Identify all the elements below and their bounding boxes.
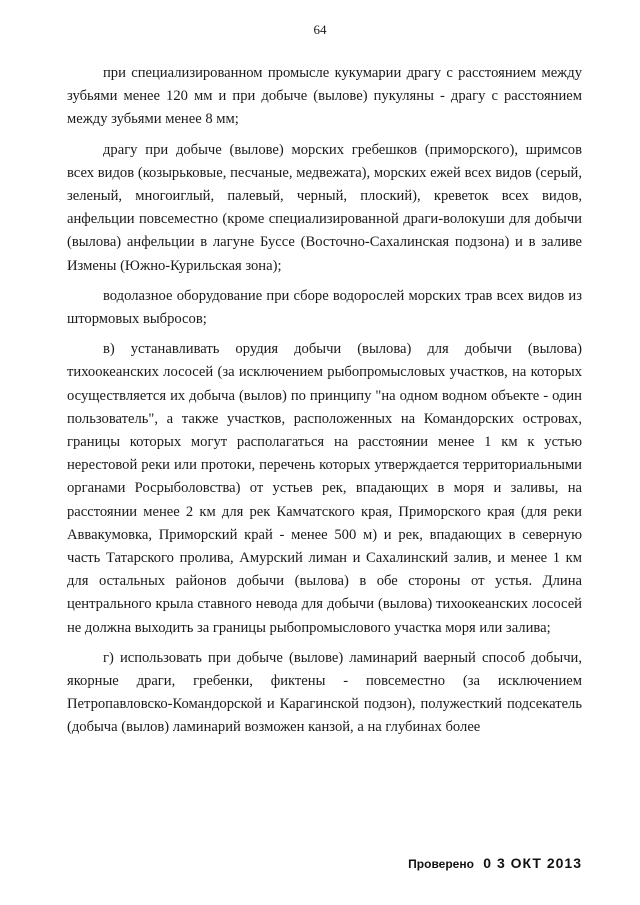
verification-stamp [408, 855, 582, 871]
page-number: 64 [313, 22, 327, 37]
stamp-date: 0 3 ОКТ 2013 [483, 855, 582, 871]
body-text [67, 62, 582, 747]
checked-label: Проверено [408, 857, 474, 871]
paragraph: при специализированном промысле кукумарии драгу с расстоянием между зубьями менее 120 мм и при добыче (вылове) пукуляны - драгу с расстоянием между зубьями менее 8 мм; [67, 65, 582, 128]
paragraph: г) использовать при добыче (вылове) ламинарий ваерный способ добычи, якорные драги, гребенки, фиктены - повсеместно (за исключением Петропавловско-Командорской и Карагинской подзон), полужесткий подсекатель (добыча (вылов) ламинарий возможен канзой, а на глубинах более [67, 649, 582, 736]
paragraph: в) устанавливать орудия добычи (вылова) для добычи (вылова) тихоокеанских лососей (за исключением рыбопромысловых участков, на которых осуществляется их добыча (вылов) по принципу "на одном водном объекте - один пользователь", а также участков, расположенных на Командорских островах, границы которых могут располагаться на расстоянии менее 1 км к устью нерестовой реки или протоки, перечень которых утверждается территориальными органами Росрыболовства) от устьев рек, впадающих в моря и заливы, на расстоянии менее 2 км для рек Камчатского края, Приморского края (для реки Аввакумовка, Приморский край - менее 500 м) и рек, впадающих в северную часть Татарского пролива, Амурский лиман и Сахалинский залив, и менее 1 км для остальных районов добычи (вылова) в обе стороны от устья. Длина центрального крыла ставного невода для добычи (вылова) тихоокеанских лососей не должна выходить за границы рыбопромыслового участка моря или залива; [67, 341, 582, 636]
paragraph: драгу при добыче (вылове) морских гребешков (приморского), шримсов всех видов (козырьковые, песчаные, медвежата), морских ежей всех видов (серый, зеленый, многоиглый, палевый, черный, плоский), креветок всех видов, анфельции повсеместно (кроме специализированной драги-волокуши для добычи (вылова) анфельции в лагуне Буссе (Восточно-Сахалинская подзона) и в заливе Измены (Южно-Курильская зона); [67, 141, 582, 274]
paragraph: водолазное оборудование при сборе водорослей морских трав всех видов из штормовых выбросов; [67, 287, 582, 328]
